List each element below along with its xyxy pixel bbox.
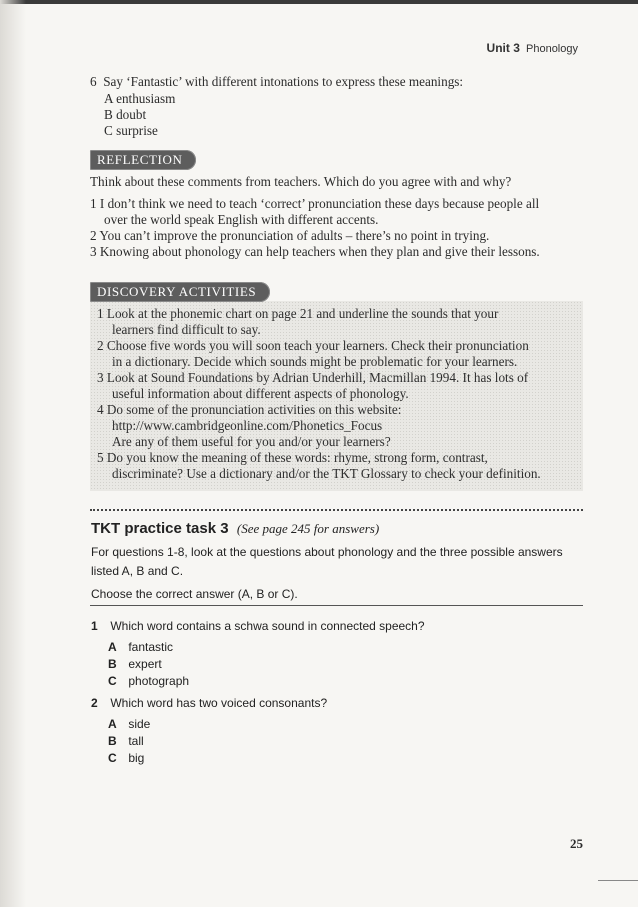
task-instruction-3: Choose the correct answer (A, B or C).	[91, 587, 298, 601]
task-subtitle: (See page 245 for answers)	[236, 521, 380, 536]
page-top-edge	[0, 0, 638, 4]
discovery-line-3-cont: useful information about different aspects of phonology.	[112, 386, 409, 401]
discovery-url: http://www.cambridgeonline.com/Phonetics_Focus	[112, 418, 383, 433]
question-2-option-a	[108, 716, 150, 732]
discovery-line-3: 3 Look at Sound Foundations by Adrian Underhill, Macmillan 1994. It has lots of	[97, 370, 529, 385]
item-6-number: 6	[90, 74, 97, 89]
discovery-line-4-question: Are any of them useful for you and/or your learners?	[112, 434, 391, 449]
reflection-line-1-cont: over the world speak English with different accents.	[104, 212, 379, 227]
page-number: 25	[570, 836, 583, 851]
instruction-rule	[90, 605, 583, 606]
question-2-number: 2	[91, 696, 98, 710]
section-divider	[90, 509, 583, 511]
topic-label: Phonology	[526, 43, 578, 55]
question-2-text: Which word has two voiced consonants?	[110, 696, 328, 710]
unit-label: Unit 3	[486, 41, 520, 55]
option-label: A	[108, 717, 117, 731]
reflection-line-1: 1 I don’t think we need to teach ‘correct’ pronunciation these days because people all	[90, 196, 540, 211]
discovery-line-1: 1 Look at the phonemic chart on page 21 and underline the sounds that your	[97, 306, 499, 321]
question-1-option-b	[108, 656, 162, 672]
question-1	[91, 618, 425, 634]
option-text: tall	[128, 734, 144, 748]
task-heading	[91, 520, 379, 537]
discovery-line-4: 4 Do some of the pronunciation activities on this website:	[97, 402, 402, 417]
item-6-option-c: C surprise	[104, 123, 158, 138]
question-2-option-b	[108, 733, 144, 749]
question-1-option-c	[108, 673, 189, 689]
option-label: C	[108, 674, 117, 688]
option-text: photograph	[128, 674, 190, 688]
discovery-line-2: 2 Choose five words you will soon teach your learners. Check their pronunciation	[97, 338, 529, 353]
discovery-line-5-cont: discriminate? Use a dictionary and/or the TKT Glossary to check your definition.	[112, 466, 541, 481]
discovery-tag: DISCOVERY ACTIVITIES	[90, 282, 270, 302]
option-label: C	[108, 751, 117, 765]
option-label: B	[108, 734, 117, 748]
discovery-line-5: 5 Do you know the meaning of these words: rhyme, strong form, contrast,	[97, 450, 488, 465]
item-6-text: Say ‘Fantastic’ with different intonations to express these meanings:	[103, 74, 464, 89]
option-text: big	[128, 751, 145, 765]
question-1-number: 1	[91, 619, 98, 633]
item-6-option-a: A enthusiasm	[104, 91, 176, 106]
question-2-option-c	[108, 750, 144, 766]
question-1-text: Which word contains a schwa sound in connected speech?	[110, 619, 425, 633]
question-2	[91, 695, 327, 711]
item-6	[90, 74, 463, 90]
task-instruction-2: listed A, B and C.	[91, 564, 184, 578]
option-text: fantastic	[128, 640, 174, 654]
running-header	[487, 41, 578, 55]
option-label: A	[108, 640, 117, 654]
option-label: B	[108, 657, 117, 671]
reflection-tag: REFLECTION	[90, 150, 196, 170]
reflection-line-3: 3 Knowing about phonology can help teachers when they plan and give their lessons.	[90, 244, 540, 259]
reflection-intro: Think about these comments from teachers. Which do you agree with and why?	[90, 174, 512, 189]
question-1-option-a	[108, 639, 173, 655]
item-6-option-b: B doubt	[104, 107, 147, 122]
discovery-line-1-cont: learners find difficult to say.	[112, 322, 261, 337]
task-title: TKT practice task 3	[91, 520, 229, 537]
page-binding-shadow	[0, 0, 26, 907]
footer-rule	[598, 880, 638, 881]
discovery-line-2-cont: in a dictionary. Decide which sounds might be problematic for your learners.	[112, 354, 518, 369]
reflection-line-2: 2 You can’t improve the pronunciation of adults – there’s no point in trying.	[90, 228, 490, 243]
option-text: side	[128, 717, 151, 731]
option-text: expert	[128, 657, 162, 671]
task-instruction-1: For questions 1-8, look at the questions about phonology and the three possible answers	[91, 545, 563, 559]
